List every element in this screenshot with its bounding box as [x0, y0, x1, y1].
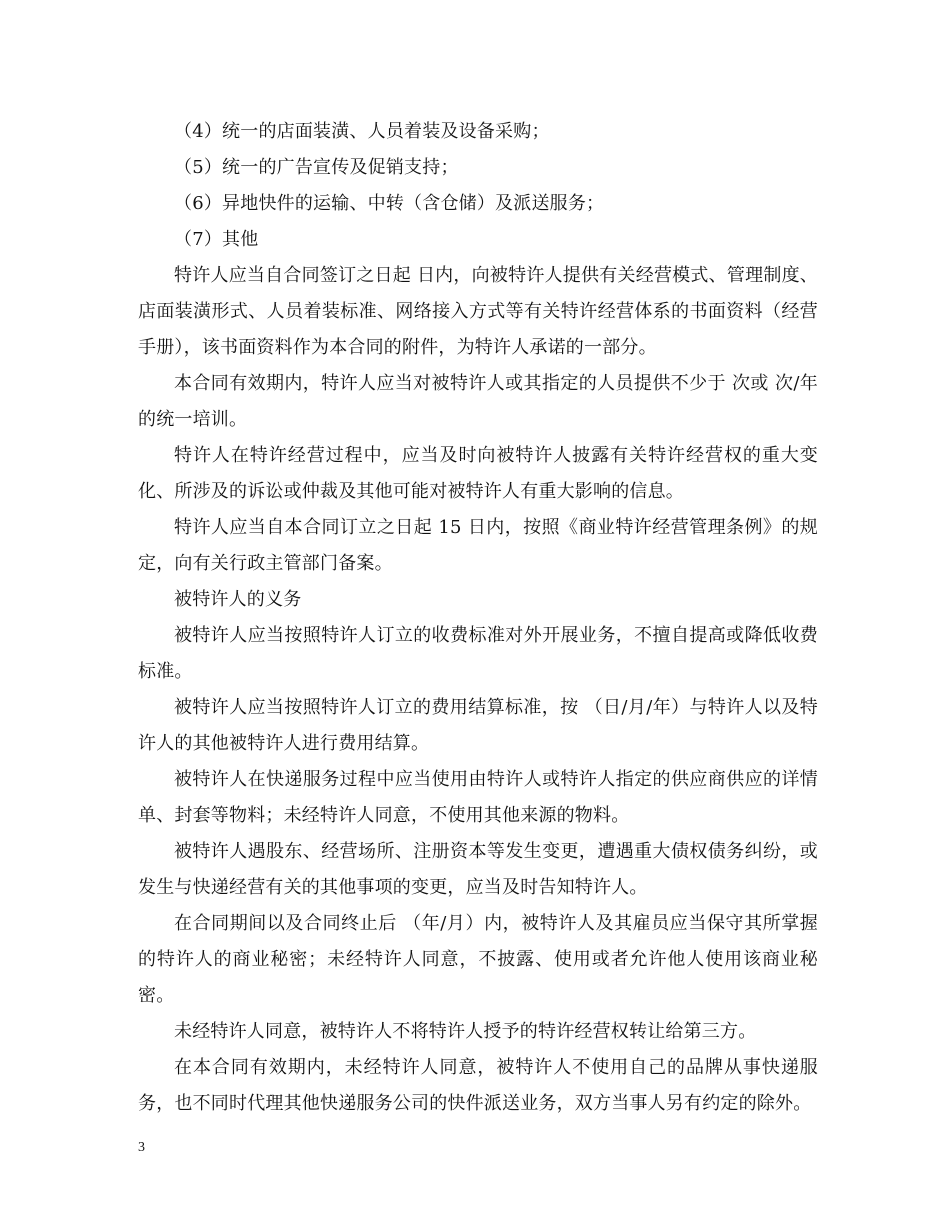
section-heading: 被特许人的义务	[174, 589, 302, 610]
paragraph: 在合同期间以及合同终止后 （年/月）内，被特许人及其雇员应当保守其所掌握的特许人的商业秘密；未经特许人同意，不披露、使用或者允许他人使用该商业秘密。	[138, 913, 818, 1006]
paragraph: 特许人在特许经营过程中，应当及时向被特许人披露有关特许经营权的重大变化、所涉及的诉讼或仲裁及其他可能对被特许人有重大影响的信息。	[138, 445, 818, 502]
paragraph: 在本合同有效期内，未经特许人同意，被特许人不使用自己的品牌从事快递服务，也不同时代理其他快递服务公司的快件派送业务，双方当事人另有约定的除外。	[138, 1057, 818, 1114]
paragraph: 未经特许人同意，被特许人不将特许人授予的特许经营权转让给第三方。	[174, 1021, 757, 1042]
paragraph: 被特许人应当按照特许人订立的费用结算标准，按 （日/月/年）与特许人以及特许人的其他被特许人进行费用结算。	[138, 697, 818, 754]
paragraph: 特许人应当自合同签订之日起 日内，向被特许人提供有关经营模式、管理制度、店面装潢形式、人员着装标准、网络接入方式等有关特许经营体系的书面资料（经营手册），该书面资料作为本合同的附件，为特许人承诺的一部分。	[138, 265, 818, 358]
paragraph: 被特许人在快递服务过程中应当使用由特许人或特许人指定的供应商供应的详情单、封套等物料；未经特许人同意，不使用其他来源的物料。	[138, 769, 818, 826]
paragraph: 本合同有效期内，特许人应当对被特许人或其指定的人员提供不少于 次或 次/年的统一培训。	[138, 373, 818, 430]
paragraph: 被特许人应当按照特许人订立的收费标准对外开展业务，不擅自提高或降低收费标准。	[138, 625, 818, 682]
paragraph: 特许人应当自本合同订立之日起 15 日内，按照《商业特许经营管理条例》的规定，向有关行政主管部门备案。	[138, 517, 818, 574]
document-body	[138, 114, 818, 1122]
paragraph: 被特许人遇股东、经营场所、注册资本等发生变更，遭遇重大债权债务纠纷，或发生与快递经营有关的其他事项的变更，应当及时告知特许人。	[138, 841, 818, 898]
paragraph: （7）其他	[174, 229, 259, 250]
paragraph: （5）统一的广告宣传及促销支持；	[174, 157, 459, 178]
page-number: 3	[138, 1140, 145, 1155]
paragraph: （4）统一的店面装潢、人员着装及设备采购；	[174, 121, 550, 142]
paragraph: （6）异地快件的运输、中转（含仓储）及派送服务；	[174, 193, 605, 214]
